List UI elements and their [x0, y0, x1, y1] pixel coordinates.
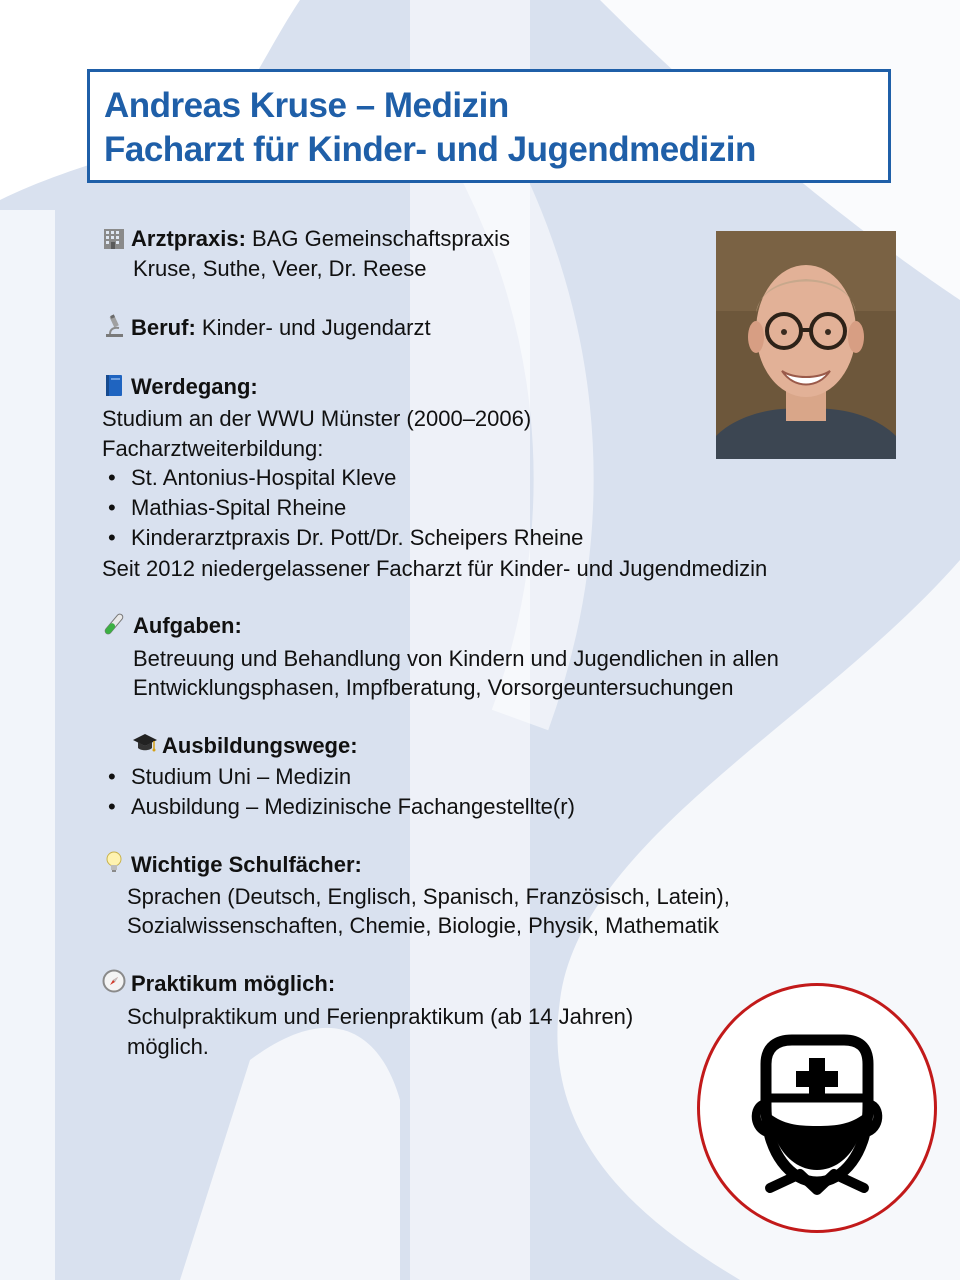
light-bulb-icon [102, 850, 126, 874]
page-subtitle: Facharzt für Kinder- und Jugendmedizin [104, 130, 756, 169]
list-item: St. Antonius-Hospital Kleve [131, 465, 397, 490]
list-item: Mathias-Spital Rheine [131, 495, 347, 520]
aufgaben-line2: Entwicklungsphasen, Impfberatung, Vorsorgeuntersuchungen [133, 675, 734, 700]
bullet: • [108, 525, 116, 550]
schulfaecher-line1: Sprachen (Deutsch, Englisch, Spanisch, Französisch, Latein), [127, 884, 730, 909]
arztpraxis-value: BAG Gemeinschaftspraxis [252, 226, 511, 251]
praktikum-label: Praktikum möglich: [131, 971, 336, 996]
bullet: • [108, 764, 116, 789]
book-icon [102, 373, 126, 397]
beruf-label: Beruf: [131, 315, 196, 340]
arztpraxis-label: Arztpraxis: [131, 226, 246, 251]
list-item: Kinderarztpraxis Dr. Pott/Dr. Scheipers Rheine [131, 525, 584, 550]
bullet: • [108, 465, 116, 490]
werdegang-label: Werdegang: [131, 374, 258, 399]
ausbildungswege-heading [162, 731, 358, 761]
beruf-line [131, 313, 431, 343]
praktikum-heading [131, 969, 335, 999]
graduation-cap-icon [133, 731, 157, 755]
praktikum-line1: Schulpraktikum und Ferienpraktikum (ab 14 Jahren) [127, 1004, 634, 1029]
werdegang-seit: Seit 2012 niedergelassener Facharzt für Kinder- und Jugendmedizin [102, 556, 768, 581]
page-title: Andreas Kruse – Medizin [104, 86, 509, 125]
aufgaben-label: Aufgaben: [133, 613, 242, 638]
aufgaben-line1: Betreuung und Behandlung von Kindern und Jugendlichen in allen [133, 646, 779, 671]
microscope-icon [102, 314, 126, 338]
aufgaben-heading [133, 611, 242, 641]
portrait-photo [716, 231, 896, 459]
test-tube-icon [102, 612, 126, 636]
list-item: Ausbildung – Medizinische Fachangestellte(r) [131, 794, 575, 819]
werdegang-heading [131, 372, 258, 402]
doctor-badge [697, 983, 937, 1233]
office-building-icon [102, 226, 126, 250]
compass-icon [102, 969, 126, 993]
ausbildungswege-label: Ausbildungswege: [162, 733, 358, 758]
schulfaecher-label: Wichtige Schulfächer: [131, 852, 362, 877]
werdegang-studium: Studium an der WWU Münster (2000–2006) [102, 406, 532, 431]
bullet: • [108, 495, 116, 520]
beruf-value: Kinder- und Jugendarzt [201, 315, 431, 340]
schulfaecher-heading [131, 850, 362, 880]
arztpraxis-line1 [131, 224, 510, 254]
arztpraxis-line2: Kruse, Suthe, Veer, Dr. Reese [133, 256, 427, 281]
schulfaecher-line2: Sozialwissenschaften, Chemie, Biologie, Physik, Mathematik [127, 913, 719, 938]
title-box [87, 69, 891, 183]
doctor-surgeon-icon [700, 986, 934, 1230]
bullet: • [108, 794, 116, 819]
praktikum-line2: möglich. [127, 1034, 209, 1059]
list-item: Studium Uni – Medizin [131, 764, 352, 789]
werdegang-weiterbildung: Facharztweiterbildung: [102, 436, 324, 461]
